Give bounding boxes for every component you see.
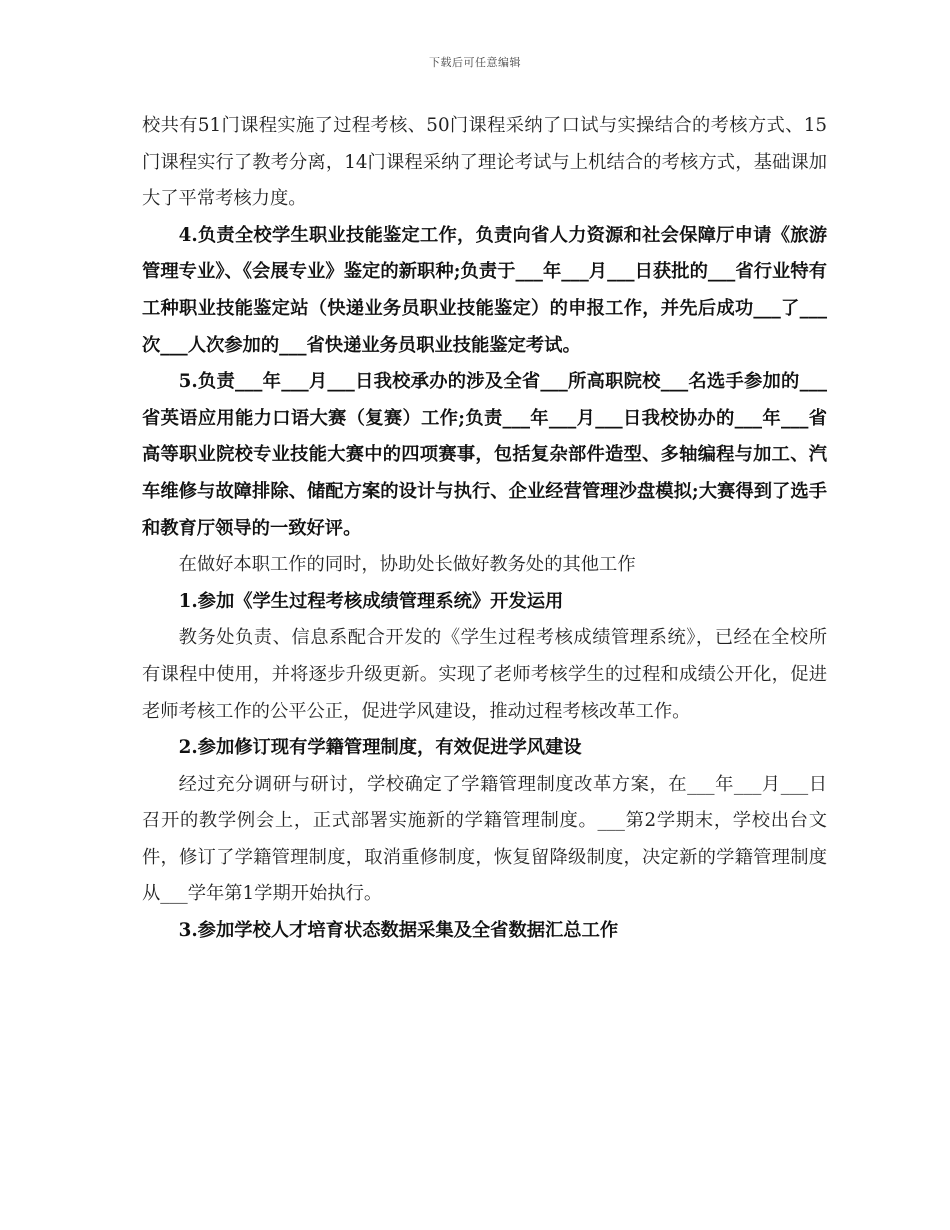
paragraph-item-4-skill-appraisal: 4.负责全校学生职业技能鉴定工作，负责向省人力资源和社会保障厅申请《旅游管理专业》、《会展专业》鉴定的新职种;负责于___年___月___日获批的___省行业特有工种职业技能鉴定站（快递业务员职业技能鉴定）的申报工作，并先后成功___了___次___人次参加的___省快递业务员职业技能鉴定考试。	[142, 224, 827, 356]
page-header: 下载后可任意编辑	[429, 56, 521, 69]
paragraph-course-assessment: 校共有51门课程实施了过程考核、50门课程采纳了口试与实操结合的考核方式、15门课程实行了教考分离，14门课程采纳了理论考试与上机结合的考核方式，基础课加大了平常考核力度。	[142, 115, 827, 210]
paragraph-item-5-competitions: 5.负责___年___月___日我校承办的涉及全省___所高职院校___名选手参加的___省英语应用能力口语大赛（复赛）工作;负责___年___月___日我校协办的___年___省高等职业院校专业技能大赛中的四项赛事，包括复杂部件造型、多轴编程与加工、汽车维修与故障排除、储配方案的设计与执行、企业经营管理沙盘模拟;大赛得到了选手和教育厅领导的一致好评。	[142, 371, 827, 539]
heading-item-1-system: 1.参加《学生过程考核成绩管理系统》开发运用	[178, 590, 564, 612]
paragraph-student-status-description: 经过充分调研与研讨，学校确定了学籍管理制度改革方案，在___年___月___日召开的教学例会上，正式部署实施新的学籍管理制度。___第2学期末，学校出台文件，修订了学籍管理制度，取消重修制度，恢复留降级制度，决定新的学籍管理制度从___学年第1学期开始执行。	[142, 773, 827, 905]
heading-item-3-data-collection: 3.参加学校人才培育状态数据采集及全省数据汇总工作	[178, 920, 619, 942]
heading-item-2-student-status: 2.参加修订现有学籍管理制度，有效促进学风建设	[178, 737, 582, 759]
paragraph-assist-intro: 在做好本职工作的同时，协助处长做好教务处的其他工作	[178, 554, 636, 576]
document-body	[142, 108, 827, 950]
paragraph-system-description: 教务处负责、信息系配合开发的《学生过程考核成绩管理系统》，已经在全校所有课程中使用，并将逐步升级更新。实现了老师考核学生的过程和成绩公开化，促进老师考核工作的公平公正，促进学风建设，推动过程考核改革工作。	[142, 627, 827, 722]
